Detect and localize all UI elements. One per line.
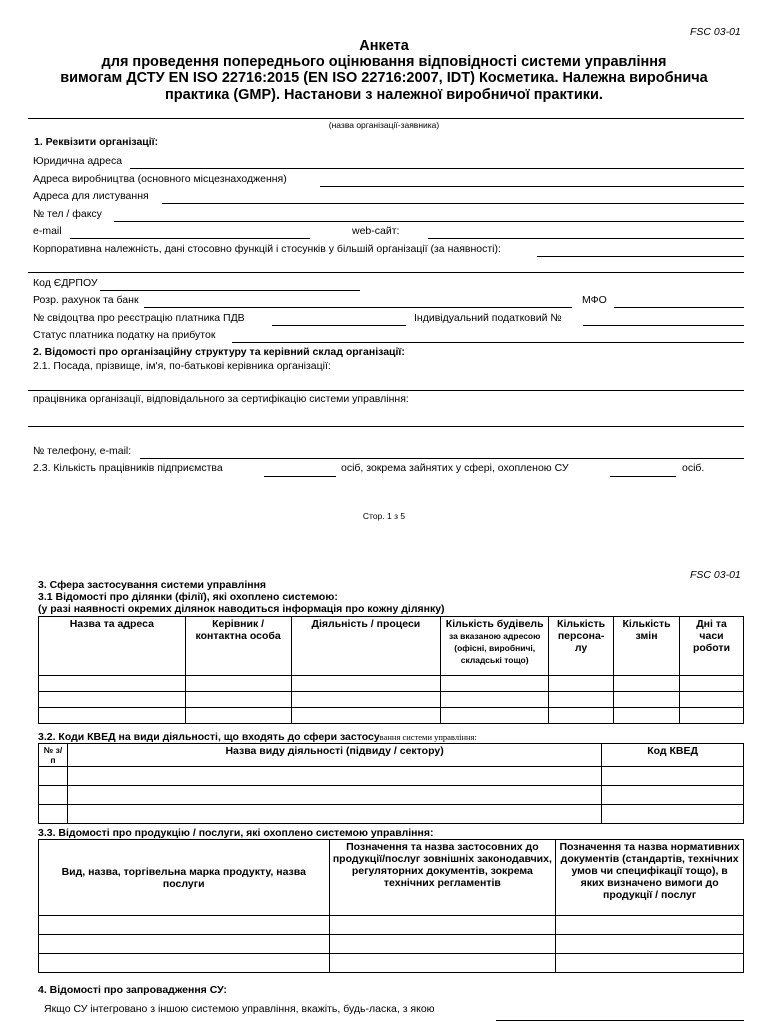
products-table-header [39,840,744,916]
responsible-label: працівника організації, відповідального за сертифікацію системи управління: [33,393,409,405]
section1-heading: 1. Реквізити організації: [34,136,159,148]
col-regulatory-docs: Позначення та назва застосовних до продукції/послуг зовнішніх законодавчих, регуляторних документів, зокрема технічних регламентів [329,840,556,916]
integrated-field[interactable] [496,1020,744,1021]
corporate-field-line2[interactable] [28,272,744,273]
edrpou-field[interactable] [100,290,360,291]
col-product: Вид, назва, торгівельна марка продукту, назва послуги [39,840,330,916]
tax-status-field[interactable] [232,342,744,343]
mail-address-label: Адреса для листування [33,190,149,202]
phone-email-label: № телефону, e-mail: [33,445,132,457]
staff-count-label: 2.3. Кількість працівників підприємства [33,462,223,474]
legal-address-label: Юридична адреса [33,155,123,167]
form-code-page2: FSC 03-01 [690,569,741,581]
table-row[interactable] [39,916,744,935]
responsible-field[interactable] [28,426,744,427]
head-person-label: 2.1. Посада, прізвище, ім'я, по-батькові керівника організації: [33,360,331,372]
form-code: FSC 03-01 [690,26,741,38]
tax-status-label: Статус платника податку на прибуток [33,329,216,341]
vat-cert-field[interactable] [272,325,406,326]
corporate-label: Корпоративна належність, дані стосовно функцій і стосунків у більшій організації (за наявності): [33,243,501,255]
staff-scope-label: осіб, зокрема зайнятих у сфері, охопленою СУ [341,462,569,474]
website-field[interactable] [428,238,744,239]
phone-email-field[interactable] [140,458,744,459]
col-number: № з/п [39,744,68,767]
page-number: Стор. 1 з 5 [362,511,406,521]
col-normative-docs: Позначення та назва нормативних документів (стандартів, технічних умов чи специфікації тощо), в яких визначено вимоги до продукції / послуг [556,840,744,916]
section32-heading-bold: 3.2. Коди КВЕД на види діяльності, що входять до сфери застосу [38,731,380,743]
table-row[interactable] [39,676,744,692]
phone-fax-label: № тел / факсу [33,208,102,220]
col-manager: Керівник / контактна особа [185,617,291,676]
vat-cert-label: № свідоцтва про реєстрацію платника ПДВ [33,312,245,324]
table-row[interactable] [39,708,744,724]
section32-heading-small: вання системи управління: [379,732,477,742]
col-activity: Діяльність / процеси [291,617,441,676]
section31-note: (у разі наявності окремих ділянок наводиться інформація про кожну ділянку) [38,603,445,615]
table-row[interactable] [39,805,744,824]
sites-table [38,616,744,724]
legal-address-field[interactable] [130,168,744,169]
table-row[interactable] [39,935,744,954]
corporate-field[interactable] [537,256,744,257]
document-subtitle-2: вимогам ДСТУ EN ISO 22716:2015 (EN ISO 22716:2007, IDT) Косметика. Належна виробнича [60,70,708,86]
section32-heading [38,731,477,743]
email-label: e-mail [33,225,62,237]
website-label: web-сайт: [352,225,400,237]
integrated-label: Якщо СУ інтегровано з іншою системою управління, вкажіть, будь-ласка, з якою [44,1003,435,1015]
table-row[interactable] [39,786,744,805]
col-buildings-label: Кількість будівель [445,618,544,630]
col-shifts: Кількість змін [614,617,680,676]
document-title: Анкета [359,38,409,54]
col-buildings-note: за вказаною адресою (офісні, виробничі, складські тощо) [448,631,541,665]
staff-count-field[interactable] [264,476,336,477]
mail-address-field[interactable] [162,203,744,204]
sites-table-header [39,617,744,676]
col-kved-code: Код КВЕД [602,744,744,767]
tax-id-label: Індивідуальний податковий № [414,312,562,324]
bank-account-field[interactable] [144,307,572,308]
edrpou-label: Код ЄДРПОУ [33,277,98,289]
col-buildings [441,617,549,676]
document-subtitle-1: для проведення попереднього оцінювання відповідності системи управління [101,54,667,70]
section33-heading: 3.3. Відомості про продукцію / послуги, які охоплено системою управління: [38,827,434,839]
org-name-caption: (назва організації-заявника) [328,120,440,130]
staff-scope-field[interactable] [610,476,676,477]
section2-heading: 2. Відомості про організаційну структуру та керівний склад організації: [33,346,405,358]
phone-fax-field[interactable] [114,221,744,222]
production-address-label: Адреса виробництва (основного місцезнаходження) [33,173,287,185]
staff-unit-label: осіб. [682,462,705,474]
mfo-label: МФО [582,294,607,306]
col-hours: Дні та часи роботи [680,617,744,676]
bank-account-label: Розр. рахунок та банк [33,294,139,306]
document-subtitle-3: практика (GMP). Настанови з належної виробничої практики. [165,87,603,103]
kved-table [38,743,744,824]
table-row[interactable] [39,954,744,973]
email-field[interactable] [70,238,310,239]
col-name-address: Назва та адреса [39,617,186,676]
mfo-field[interactable] [614,307,744,308]
tax-id-field[interactable] [583,325,744,326]
col-staff: Кількість персона- лу [549,617,614,676]
head-person-field[interactable] [28,390,744,391]
table-row[interactable] [39,692,744,708]
products-table [38,839,744,973]
section3-heading: 3. Сфера застосування системи управління [38,579,267,591]
org-name-field[interactable] [28,118,744,119]
section31-heading: 3.1 Відомості про ділянки (філії), які охоплено системою: [38,591,338,603]
table-row[interactable] [39,767,744,786]
col-activity-name: Назва виду діяльності (підвиду / сектору) [67,744,601,767]
production-address-field[interactable] [320,186,744,187]
kved-table-header [39,744,744,767]
section4-heading: 4. Відомості про запровадження СУ: [38,984,227,996]
